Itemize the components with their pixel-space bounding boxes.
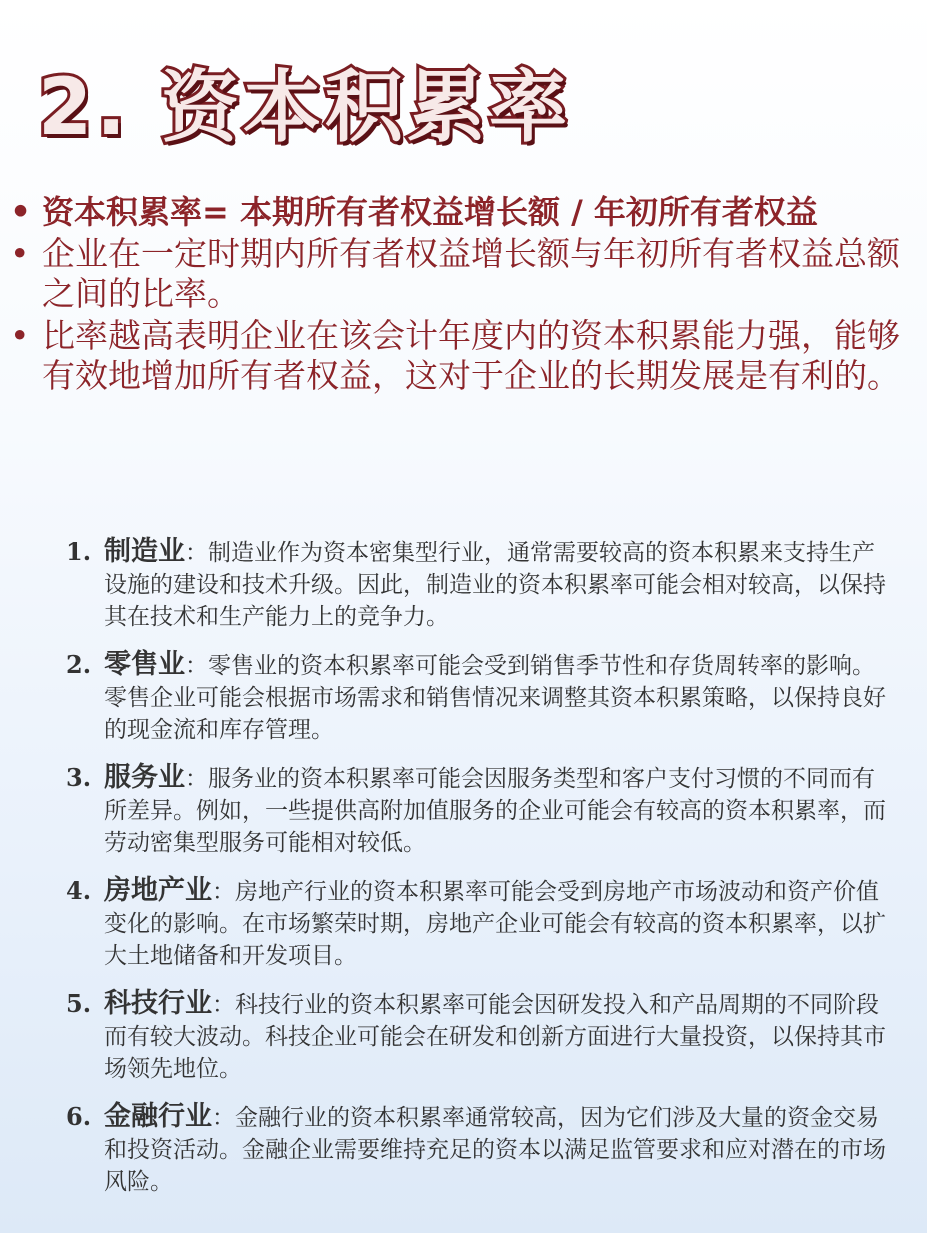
industry-name: 房地产业 (104, 875, 212, 906)
separator: ： (212, 992, 235, 1018)
item-number: 4. (66, 876, 92, 905)
separator: ： (185, 653, 208, 679)
industry-item-technology (66, 988, 896, 1085)
industry-name: 科技行业 (104, 988, 212, 1019)
item-number: 2. (66, 650, 92, 679)
bullet-dot-icon: • (10, 234, 30, 273)
industry-description: 科技行业的资本积累率可能会因研发投入和产品周期的不同阶段而有较大波动。科技企业可能会在研发和创新方面进行大量投资，以保持其市场领先地位。 (104, 992, 886, 1082)
item-number: 1. (66, 537, 92, 566)
industry-item-manufacturing (66, 536, 896, 633)
item-number: 6. (66, 1102, 92, 1131)
definition-bullets (4, 192, 904, 398)
separator: ： (212, 879, 235, 905)
bullet-item-meaning (4, 316, 904, 396)
industry-name: 金融行业 (104, 1101, 212, 1132)
industry-item-retail (66, 649, 896, 746)
industry-description: 制造业作为资本密集型行业，通常需要较高的资本积累来支持生产设施的建设和技术升级。因此，制造业的资本积累率可能会相对较高，以保持其在技术和生产能力上的竞争力。 (104, 540, 886, 630)
industry-description: 零售业的资本积累率可能会受到销售季节性和存货周转率的影响。零售企业可能会根据市场需求和销售情况来调整其资本积累策略，以保持良好的现金流和库存管理。 (104, 653, 886, 743)
separator: ： (185, 766, 208, 792)
bullet-dot-icon: • (10, 192, 32, 231)
bullet-text: 资本积累率= 本期所有者权益增长额 / 年初所有者权益 (42, 193, 818, 231)
item-number: 5. (66, 989, 92, 1018)
separator: ： (212, 1105, 235, 1131)
industry-item-services (66, 762, 896, 859)
bullet-item-definition (4, 234, 904, 314)
industry-name: 服务业 (104, 762, 185, 793)
industry-description: 服务业的资本积累率可能会因服务类型和客户支付习惯的不同而有所差异。例如，一些提供高附加值服务的企业可能会有较高的资本积累率，而劳动密集型服务可能相对较低。 (104, 766, 886, 856)
separator: ： (185, 540, 208, 566)
bullet-dot-icon: • (10, 316, 30, 355)
page-title: 2. 资本积累率 (38, 63, 572, 153)
bullet-item-formula (4, 192, 904, 232)
industry-item-real-estate (66, 875, 896, 972)
bullet-text: 企业在一定时期内所有者权益增长额与年初所有者权益总额之间的比率。 (42, 234, 900, 313)
bullet-text: 比率越高表明企业在该会计年度内的资本积累能力强，能够有效地增加所有者权益，这对于企业的长期发展是有利的。 (42, 316, 900, 395)
industry-name: 制造业 (104, 536, 185, 567)
industry-item-finance (66, 1101, 896, 1198)
item-number: 3. (66, 763, 92, 792)
industry-description: 金融行业的资本积累率通常较高，因为它们涉及大量的资金交易和投资活动。金融企业需要维持充足的资本以满足监管要求和应对潜在的市场风险。 (104, 1105, 886, 1195)
industry-description: 房地产行业的资本积累率可能会受到房地产市场波动和资产价值变化的影响。在市场繁荣时期，房地产企业可能会有较高的资本积累率，以扩大土地储备和开发项目。 (104, 879, 886, 969)
industry-list (66, 536, 896, 1214)
industry-name: 零售业 (104, 649, 185, 680)
